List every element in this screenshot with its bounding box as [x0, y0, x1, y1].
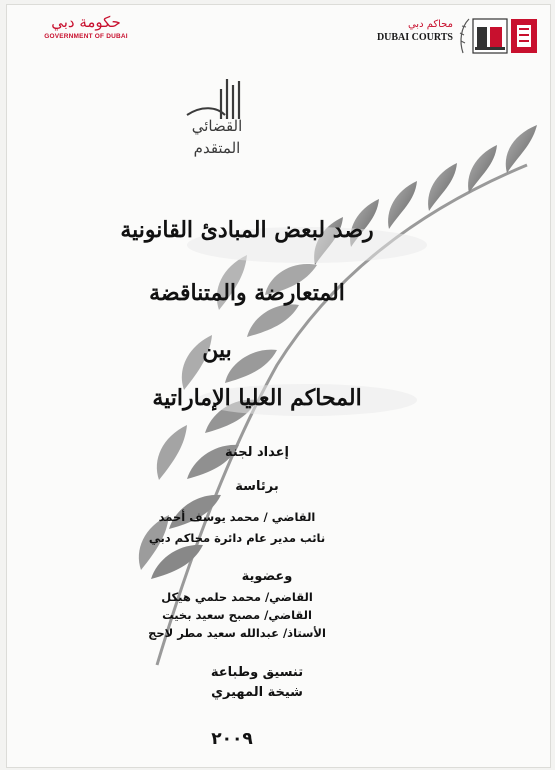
members-label: وعضوية [241, 569, 293, 584]
member-3: الأستاذ/ عبدالله سعيد مطر لاحج [148, 626, 326, 640]
government-of-dubai-logo [31, 13, 141, 40]
dubai-courts-logo [353, 13, 543, 57]
member-1: القاضي/ محمد حلمي هيكل [161, 590, 313, 604]
emblem-line-1: القضائي [191, 117, 243, 135]
title-line-1: رصد لبعض المبادئ القانونية [120, 217, 374, 243]
title-line-4: المحاكم العليا الإماراتية [152, 385, 362, 411]
chair-name: القاضي / محمد يوسف أحمد [158, 510, 316, 524]
courts-emblem-icon [457, 13, 541, 57]
chaired-by-label: برئاسة [235, 479, 279, 494]
publication-year: ٢٠٠٩ [211, 729, 253, 749]
chair-position: نائب مدير عام دائرة محاكم دبي [148, 531, 326, 545]
calligraphy-emblem [167, 75, 257, 170]
title-line-3: بين [202, 337, 232, 363]
emblem-line-2: المتقدم [193, 139, 241, 157]
government-logo-arabic: حكومة دبي [51, 13, 121, 31]
courts-logo-arabic: محاكم دبي [407, 19, 453, 30]
government-logo-english: GOVERNMENT OF DUBAI [44, 33, 128, 40]
coordination-name: شيخة المهيري [211, 685, 303, 700]
courts-logo-english: DUBAI COURTS [376, 32, 453, 43]
calligraphy-strokes-icon [167, 75, 257, 120]
prepared-by-label: إعداد لجنة [225, 445, 289, 460]
member-2: القاضي/ مصبح سعيد بخيت [162, 608, 312, 622]
document-cover [6, 4, 551, 768]
coordination-label: تنسيق وطباعة [210, 665, 304, 680]
title-line-2: المتعارضة والمتناقضة [149, 280, 345, 306]
